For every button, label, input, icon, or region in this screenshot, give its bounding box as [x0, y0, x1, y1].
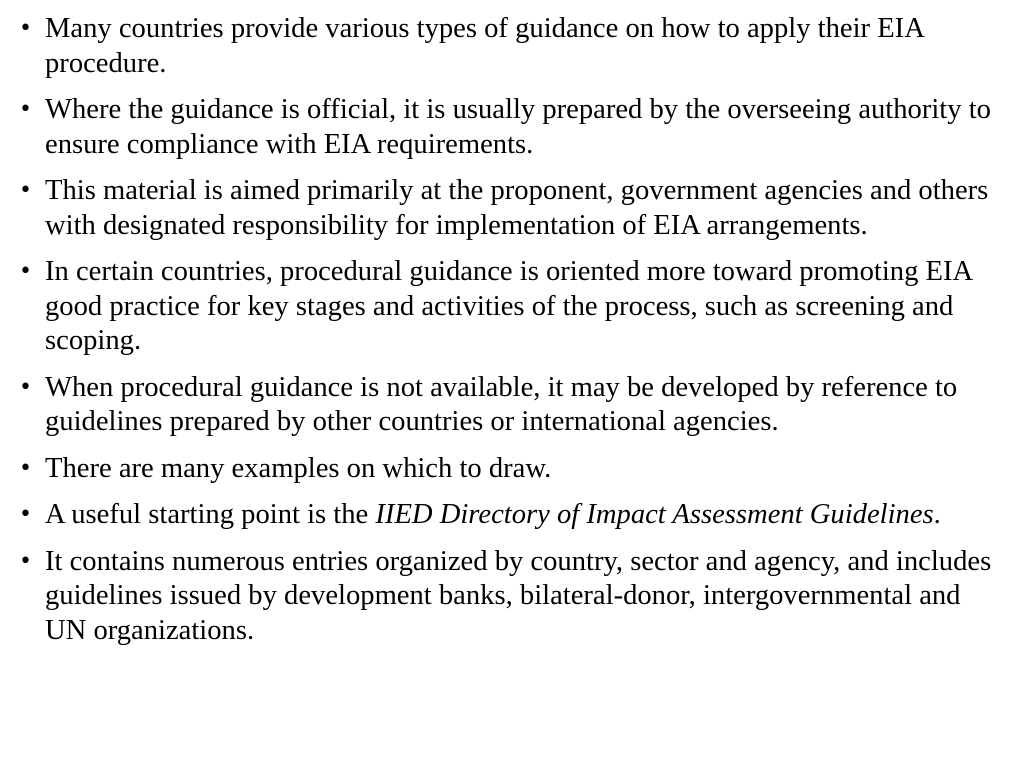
- bullet-item-examples: [18, 452, 994, 487]
- bullet-text: In certain countries, procedural guidance is oriented more toward promoting EIA good practice for key stages and activities of the process, such as screening and scoping.: [45, 256, 972, 356]
- bullet-text: Many countries provide various types of guidance on how to apply their EIA procedure.: [45, 13, 924, 79]
- bullet-text: There are many examples on which to draw.: [45, 452, 552, 484]
- directory-title: IIED Directory of Impact Assessment Guidelines: [375, 499, 934, 530]
- bullet-icon: •: [19, 97, 32, 122]
- bullet-icon: •: [19, 259, 32, 284]
- bullet-icon: •: [19, 455, 32, 481]
- bullet-text: It contains numerous entries organized by country, sector and agency, and includes guidelines issued by development banks, bilateral-donor, intergovernmental and UN organizations.: [45, 545, 992, 646]
- bullet-item-guidance-types: [18, 12, 994, 81]
- bullet-item-audience: [18, 174, 994, 243]
- bullet-item-entries: [18, 545, 994, 649]
- bullet-item-good-practice: [18, 255, 994, 359]
- bullet-text: This material is aimed primarily at the proponent, government agencies and others with designated responsibility for implementation of EIA arrangements.: [45, 175, 989, 241]
- bullet-item-official-guidance: [18, 93, 994, 162]
- bullet-list: [18, 12, 994, 648]
- bullet-text-after: .: [933, 499, 941, 530]
- bullet-text: [45, 499, 941, 530]
- bullet-item-not-available: [18, 371, 994, 440]
- bullet-text: Where the guidance is official, it is usually prepared by the overseeing authority to ensure compliance with EIA requirements.: [45, 94, 991, 160]
- bullet-icon: •: [19, 16, 32, 41]
- bullet-item-iied-directory: [18, 498, 994, 533]
- bullet-text-before: A useful starting point is the: [45, 499, 376, 530]
- bullet-text: When procedural guidance is not available, it may be developed by reference to guidelines prepared by other countries or international agencies.: [45, 371, 958, 437]
- bullet-icon: •: [19, 502, 32, 527]
- bullet-icon: •: [19, 374, 32, 400]
- bullet-icon: •: [19, 178, 32, 203]
- bullet-icon: •: [19, 548, 32, 574]
